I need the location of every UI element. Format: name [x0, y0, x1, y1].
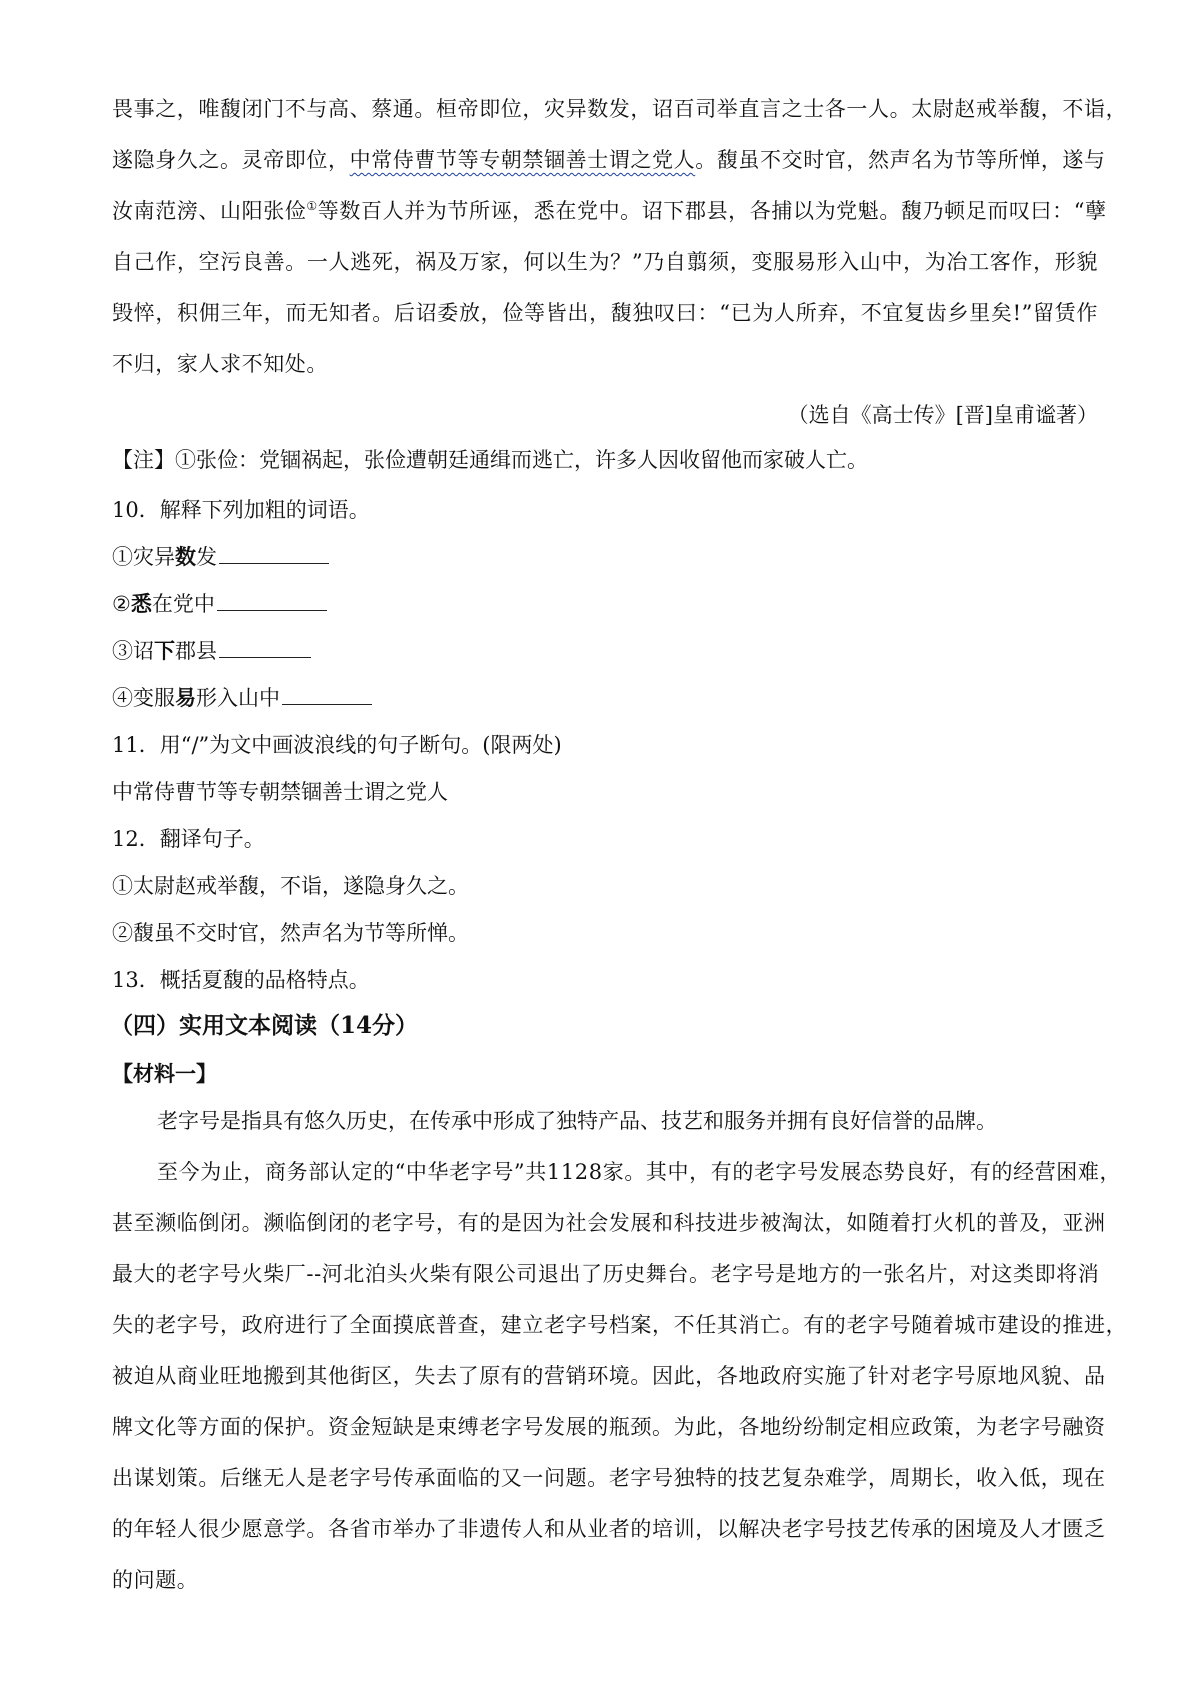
q10-item-pre: ③诏: [112, 639, 154, 663]
q10-item-3: [112, 637, 311, 665]
passage-line-2: [112, 146, 1106, 174]
bold-word: 悉: [130, 591, 152, 616]
q10-item-2: [112, 590, 327, 618]
footnote-marker: ①: [306, 199, 318, 213]
material-paragraph-2-line: 最大的老字号火柴厂--河北泊头火柴有限公司退出了历史舞台。老字号是地方的一张名片，对这类即将消: [112, 1262, 1100, 1286]
section-title: （四）实用文本阅读（14分）: [110, 1012, 419, 1039]
question-13-prompt: 13．概括夏馥的品格特点。: [112, 968, 370, 992]
bold-word: 下: [154, 638, 175, 663]
answer-blank[interactable]: [217, 590, 327, 611]
passage-line-5: 毁悴，积佣三年，而无知者。后诏委放，俭等皆出，馥独叹曰：“已为人所弃，不宜复齿乡里矣!”留赁作: [112, 301, 1098, 325]
q10-item-post: 发: [196, 545, 217, 569]
answer-blank[interactable]: [219, 543, 329, 564]
wavy-underlined-sentence: 中常侍曹节等专朝禁锢善士谓之党人: [349, 148, 696, 172]
passage-line-1: 畏事之，唯馥闭门不与高、蔡通。桓帝即位，灾异数发，诏百司举直言之士各一人。太尉赵戒举馥，不诣，: [112, 97, 1128, 121]
q12-item-1: ①太尉赵戒举馥，不诣，遂隐身久之。: [112, 874, 469, 898]
material-paragraph-2-line: 至今为止，商务部认定的“中华老字号”共1128家。其中，有的老字号发展态势良好，有的经营困难，: [157, 1160, 1122, 1184]
passage-line-3: [112, 197, 1107, 225]
q10-item-pre: ④变服: [112, 686, 175, 710]
question-10-prompt: 10．解释下列加粗的词语。: [112, 498, 370, 522]
q10-item-post: 形入山中: [196, 686, 280, 710]
answer-blank[interactable]: [219, 637, 311, 658]
material-paragraph-2-line: 的年轻人很少愿意学。各省市举办了非遗传人和从业者的培训，以解决老字号技艺传承的困境及人才匮乏: [112, 1517, 1106, 1541]
question-11-sentence: 中常侍曹节等专朝禁锢善士谓之党人: [112, 780, 448, 804]
q10-item-1: [112, 543, 329, 571]
passage-text: 等数百人并为节所诬，悉在党中。诏下郡县，各捕以为党魁。馥乃顿足而叹曰：“孽: [317, 199, 1107, 223]
question-11-prompt: 11．用“/”为文中画波浪线的句子断句。(限两处): [112, 733, 562, 757]
q10-item-post: 郡县: [175, 639, 217, 663]
material-paragraph-1: 老字号是指具有悠久历史，在传承中形成了独特产品、技艺和服务并拥有良好信誉的品牌。: [157, 1109, 997, 1133]
bold-word: 易: [175, 685, 196, 710]
q12-item-2: ②馥虽不交时官，然声名为节等所惮。: [112, 921, 469, 945]
material-paragraph-2-line: 出谋划策。后继无人是老字号传承面临的又一问题。老字号独特的技艺复杂难学，周期长，收入低，现在: [112, 1466, 1106, 1490]
question-12-prompt: 12．翻译句子。: [112, 827, 265, 851]
bold-word: 数: [175, 544, 196, 569]
passage-text: 遂隐身久之。灵帝即位，: [112, 148, 350, 172]
q10-item-post: 在党中: [151, 592, 215, 616]
material-paragraph-2-line: 牌文化等方面的保护。资金短缺是束缚老字号发展的瓶颈。为此，各地纷纷制定相应政策，为老字号融资: [112, 1415, 1106, 1439]
material-paragraph-2-line: 的问题。: [112, 1568, 199, 1592]
passage-line-6: 不归，家人求不知处。: [112, 352, 328, 376]
q10-item-pre: ①灾异: [112, 545, 175, 569]
material-label: 【材料一】: [112, 1061, 217, 1086]
passage-text: 汝南范滂、山阳张俭: [112, 199, 307, 223]
material-paragraph-2-line: 失的老字号，政府进行了全面摸底普查，建立老字号档案，不任其消亡。有的老字号随着城市建设的推进，: [112, 1313, 1128, 1337]
material-paragraph-2-line: 甚至濒临倒闭。濒临倒闭的老字号，有的是因为社会发展和科技进步被淘汰，如随着打火机的普及，亚洲: [112, 1211, 1106, 1235]
q10-item-pre: ②: [112, 592, 131, 616]
q10-item-4: [112, 684, 372, 712]
source-citation: （选自《高士传》[晋]皇甫谧著）: [787, 403, 1098, 427]
answer-blank[interactable]: [282, 684, 372, 705]
passage-text: 。馥虽不交时官，然声名为节等所惮，遂与: [695, 148, 1106, 172]
footnote: 【注】①张俭：党锢祸起，张俭遭朝廷通缉而逃亡，许多人因收留他而家破人亡。: [112, 448, 868, 472]
passage-line-4: 自己作，空污良善。一人逃死，祸及万家，何以生为？”乃自翦须，变服易形入山中，为冶工客作，形貌: [112, 250, 1098, 274]
material-paragraph-2-line: 被迫从商业旺地搬到其他街区，失去了原有的营销环境。因此，各地政府实施了针对老字号原地风貌、品: [112, 1364, 1106, 1388]
